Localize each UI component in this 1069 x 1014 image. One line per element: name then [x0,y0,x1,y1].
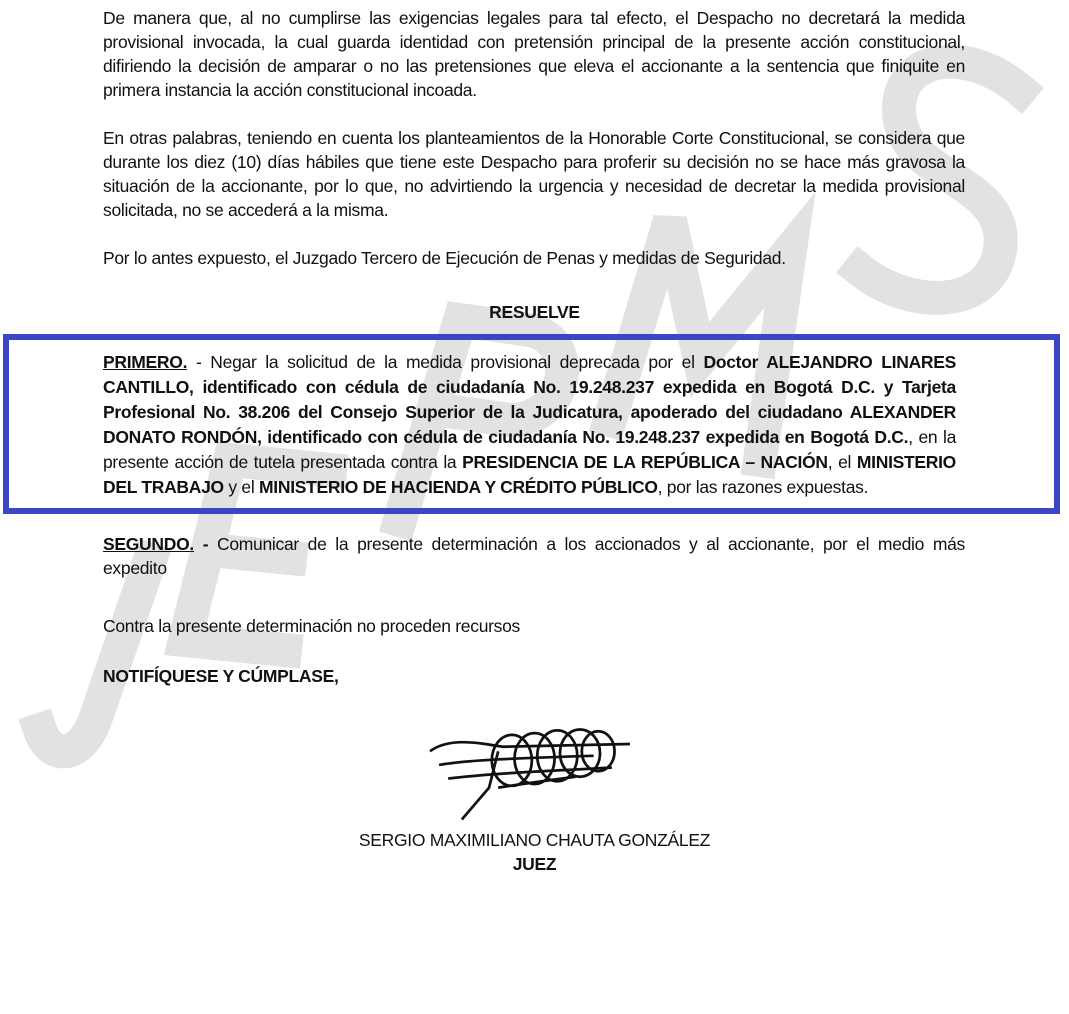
text-segment: PRESIDENCIA DE LA REPÚBLICA – NACIÓN [462,452,828,472]
text-segment: MINISTERIO DEL TRABAJO [103,452,956,497]
segundo-paragraph [103,532,965,580]
text-segment: - Negar la solicitud de la medida provisional deprecada por el [187,352,704,372]
signer-name: SERGIO MAXIMILIANO CHAUTA GONZÁLEZ [358,830,711,850]
text-segment: , por las razones expuestas. [657,477,869,497]
text-segment: - [193,534,217,554]
paragraph [103,6,965,102]
text-segment: Doctor ALEJANDRO LINARES CANTILLO, identificado con cédula de ciudadanía No. 19.248.237 expedida en Bogotá D.C. y Tarjeta Profesional No. 38.206 del Consejo Superior de la Judicatura, apoderado del ciudadano ALEXANDER DONATO RONDÓN, identificado con cédula de ciudadanía No. 19.248.237 expedida en Bogotá D.C. [103,352,956,447]
text-segment: , en la presente acción de tutela presentada contra la [103,427,957,472]
text-segment: y el [223,477,260,497]
text-segment: MINISTERIO DE HACIENDA Y CRÉDITO PÚBLICO [259,477,658,497]
text-segment: De manera que, al no cumplirse las exigencias legales para tal efecto, el Despacho no decretará la medida provisional invocada, la cual guarda identidad con pretensión principal de la presente acción constitucional, difiriendo la decisión de amparar o no las pretensiones que eleva el accionante a la sentencia que finiquite en primera instancia la acción constitucional incoada. [103,8,965,100]
primero-paragraph [103,350,956,500]
paragraph [103,246,965,270]
signature [400,724,660,824]
text-segment: SEGUNDO. [103,534,194,554]
text-segment: Comunicar de la presente determinación a los accionados y al accionante, por el medio más expedito [103,534,965,578]
text-segment: , el [827,452,857,472]
highlight-box [3,334,1060,514]
signer-title: JUEZ [512,854,557,874]
contra-paragraph: Contra la presente determinación no proceden recursos [103,616,520,636]
notifiquese: NOTIFÍQUESE Y CÚMPLASE, [103,666,339,686]
resuelve-heading: RESUELVE [489,302,580,322]
text-segment: Por lo antes expuesto, el Juzgado Tercero de Ejecución de Penas y medidas de Seguridad. [103,248,786,268]
paragraph [103,126,965,222]
text-segment: En otras palabras, teniendo en cuenta los planteamientos de la Honorable Corte Constitucional, se considera que durante los diez (10) días hábiles que tiene este Despacho para proferir su decisión no se hace más gravosa la situación de la accionante, por lo que, no advirtiendo la urgencia y necesidad de decretar la medida provisional solicitada, no se accederá a la misma. [103,128,965,220]
text-segment: PRIMERO. [103,352,188,372]
signature-area [0,724,1069,824]
